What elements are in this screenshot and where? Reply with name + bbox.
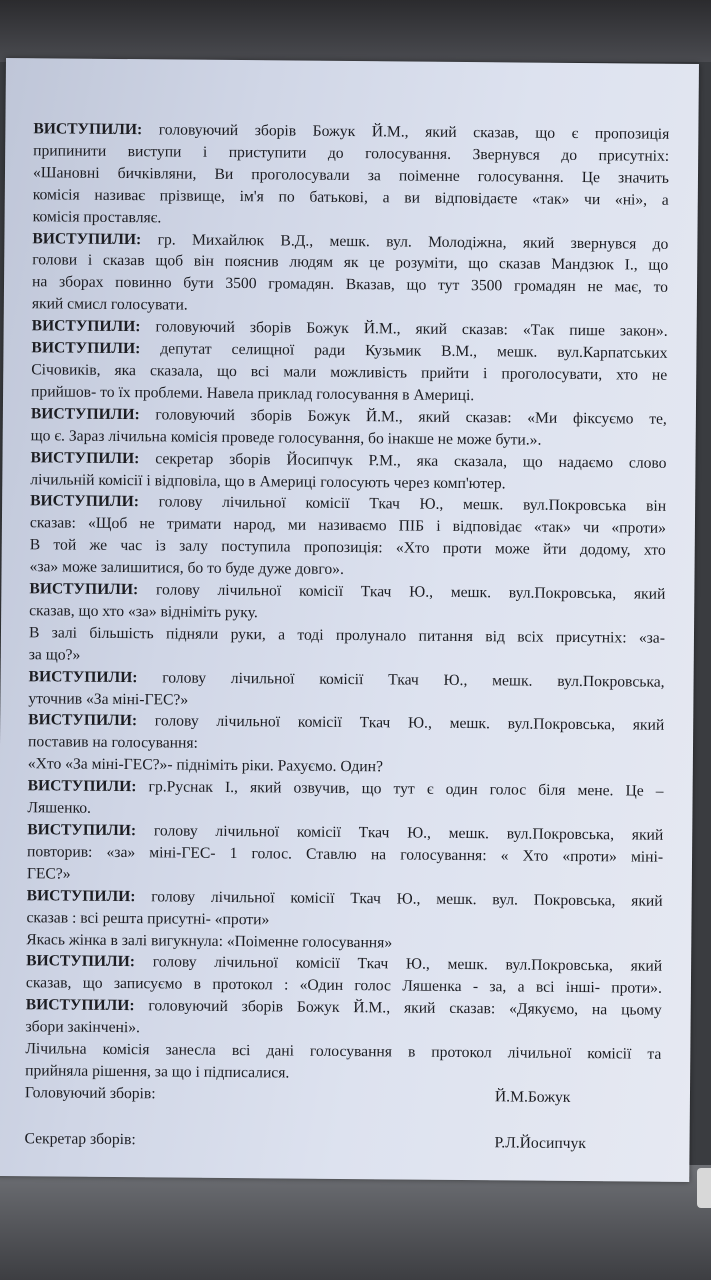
- line-text: ГЕС?»: [26, 865, 71, 883]
- line-text: голову лічильної комісії Ткач Ю., мешк. вул.Покровська, який: [152, 953, 663, 976]
- binder-clip: [697, 1168, 711, 1208]
- background-bottom: [0, 1165, 711, 1280]
- line-text: голову лічильної комісії Ткач Ю., мешк. вул.Покровська, який: [153, 822, 664, 844]
- line-text: поставив на голосування:: [27, 733, 198, 753]
- line-text: припинити виступи і приступити до голосування. Звернувся до присутніх:: [33, 142, 670, 165]
- speaker-label: ВИСТУПИЛИ:: [30, 405, 140, 423]
- signature-role: Секретар зборів:: [24, 1130, 136, 1149]
- line-text: прийняла рішення, за що і підписалися.: [25, 1062, 290, 1082]
- speaker-label: ВИСТУПИЛИ:: [32, 229, 142, 248]
- line-text: прийшов- то їх проблеми. Навела приклад голосування в Америці.: [31, 383, 475, 404]
- signature-row: [24, 1128, 660, 1156]
- line-text: на зборах повинно бути 3500 громадян. Вказав, що тут 3500 громадян не має, то: [31, 273, 669, 297]
- line-text: сказав: «Щоб не тримати народ, ми називаємо ПІБ і відповідає «так» чи «проти»: [29, 514, 666, 538]
- line-text: Лічильна комісія занесла всі дані голосування в протокол лічильної комісії та: [25, 1040, 662, 1063]
- line-text: «за» може залишитися, бо то буде дуже довго».: [29, 558, 344, 579]
- line-text: головуючий зборів Божук Й.М., який сказав: «Дякуємо, на цьому: [148, 997, 662, 1020]
- line-text: який смисл голосувати.: [31, 295, 188, 314]
- line-text: Ляшенко.: [27, 799, 92, 817]
- document-body: [24, 118, 669, 1155]
- line-text: голову лічильної комісії Ткач Ю., мешк. вул. Покровська, який: [151, 888, 663, 910]
- line-text: голову лічильної комісії Ткач Ю., мешк. вул.Покровська, який: [154, 712, 665, 735]
- background-top: [0, 0, 711, 62]
- speaker-label: ВИСТУПИЛИ:: [29, 580, 139, 599]
- line-text: «Шановні бичківляни, Ви проголосували за поіменне голосування. Це значить: [32, 164, 670, 187]
- line-text: голову лічильної комісії Ткач Ю., мешк. вул.Покровська він: [158, 493, 667, 516]
- line-text: лічильній комісії і відповіла, що в Америці голосують через комп'ютер.: [30, 470, 506, 492]
- signature-role: Головуючий зборів:: [24, 1084, 156, 1103]
- speaker-label: ВИСТУПИЛИ:: [28, 711, 138, 730]
- line-text: комісія називає прізвище, ім'я по батькові, а ви відповідаєте «так» чи «ні», а: [32, 185, 669, 209]
- line-text: уточнив «За міні-ГЕС?»: [28, 689, 189, 709]
- speaker-label: ВИСТУПИЛИ:: [25, 996, 135, 1015]
- line-text: голови і сказав щоб він пояснив людям як це розуміти, що сказав Мандзюк І., що: [32, 251, 669, 275]
- line-text: голову лічильної комісії Ткач Ю., мешк. вул.Покровська, який: [155, 581, 666, 603]
- signature-name: Р.Л.Йосипчук: [494, 1134, 586, 1152]
- speaker-label: ВИСТУПИЛИ:: [31, 339, 141, 358]
- speaker-label: ВИСТУПИЛИ:: [27, 777, 137, 796]
- line-text: комісія проставляє.: [32, 207, 162, 226]
- speaker-label: ВИСТУПИЛИ:: [30, 448, 140, 467]
- speaker-label: ВИСТУПИЛИ:: [31, 317, 141, 336]
- line-text: гр. Михайлюк В.Д., мешк. вул. Молодіжна, який звернувся до: [157, 230, 669, 253]
- speaker-label: ВИСТУПИЛИ:: [33, 120, 143, 139]
- line-text: «Хто «За міні-ГЕС?»- підніміть ріки. Рахуємо. Один?: [27, 755, 384, 776]
- speaker-label: ВИСТУПИЛИ:: [26, 952, 136, 971]
- line-text: голову лічильної комісії Ткач Ю., мешк. вул.Покровська,: [162, 669, 665, 691]
- line-text: Якась жінка в залі вигукнула: «Поіменне голосування»: [26, 930, 393, 951]
- speaker-label: ВИСТУПИЛИ:: [26, 886, 136, 905]
- line-text: головуючий зборів Божук Й.М., який сказав: «Так пише закон».: [155, 318, 668, 340]
- line-text: депутат селищної ради Кузьмик В.М., мешк. вул.Карпатських: [160, 340, 668, 362]
- line-text: головуючий зборів Божук Й.М., який сказав: «Ми фіксуємо те,: [155, 406, 667, 428]
- speaker-label: ВИСТУПИЛИ:: [27, 821, 137, 840]
- signature-row: [25, 1082, 661, 1110]
- line-text: сказав, що записуємо в протокол : «Один голос Ляшенка - за, а всі інші- проти».: [25, 974, 662, 998]
- line-text: сказав : всі решта присутні- «проти»: [26, 908, 270, 928]
- line-text: В той же час із залу поступила пропозиція: «Хто проти може йти додому, хто: [29, 536, 666, 559]
- speaker-label: ВИСТУПИЛИ:: [30, 492, 140, 511]
- line-text: секретар зборів Йосипчук Р.М., яка сказала, що надаємо слово: [155, 449, 667, 472]
- line-text: повторив: «за» міні-ГЕС- 1 голос. Ставлю на голосування: « Хто «проти» міні-: [27, 843, 664, 866]
- document-page: [0, 58, 699, 1182]
- line-text: сказав, що хто «за» відніміть руку.: [29, 602, 258, 622]
- speaker-label: ВИСТУПИЛИ:: [28, 667, 138, 686]
- line-text: за що?»: [28, 645, 81, 664]
- line-text: головуючий зборів Божук Й.М., який сказав, що є пропозиція: [158, 121, 670, 143]
- line-text: що є. Зараз лічильна комісія проведе голосування, бо інакше не може бути.».: [30, 426, 542, 449]
- signature-name: Й.М.Божук: [494, 1088, 571, 1106]
- line-text: збори закінчені».: [25, 1018, 141, 1037]
- line-text: Січовиків, яка сказала, що всі мали можливість прийти і проголосувати, хто не: [31, 361, 668, 384]
- line-text: гр.Руснак І., який озвучив, що тут є один голос біля мене. Це –: [148, 778, 664, 800]
- line-text: В залі більшість підняли руки, а тоді пролунало питання від всіх присутніх: «за-: [28, 624, 666, 647]
